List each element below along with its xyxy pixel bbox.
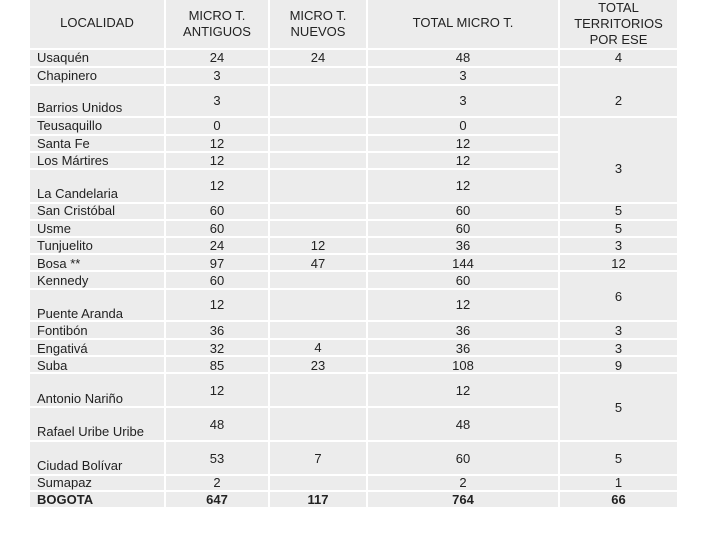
cell-antiguos: 48 <box>209 417 225 432</box>
total-label: BOGOTA <box>37 492 94 507</box>
cell-localidad: Rafael Uribe Uribe <box>37 424 144 439</box>
cell-total-micro: 0 12 12 <box>455 118 471 168</box>
cell-antiguos: 3 <box>213 93 221 108</box>
cell-localidad: Antonio Nariño <box>37 391 123 406</box>
cell-antiguos: 24 3 <box>209 50 225 83</box>
cell-territorios: 5 <box>614 400 623 415</box>
total-nuevos: 117 <box>307 492 329 507</box>
cell-territorios: 3 3 9 <box>614 323 623 373</box>
cell-total-micro: 60 60 36 144 60 <box>452 203 474 288</box>
cell-territorios: 3 <box>614 161 623 176</box>
cell-antiguos: 36 32 85 <box>209 323 225 373</box>
cell-total-micro: 48 <box>455 417 471 432</box>
cell-nuevos: 12 47 <box>310 238 326 271</box>
cell-antiguos: 12 <box>209 383 225 398</box>
cell-localidad: Puente Aranda <box>37 306 124 321</box>
cell-total-micro: 3 <box>459 93 467 108</box>
header-total-territorios: TOTAL TERRITORIOS POR ESE <box>574 0 663 47</box>
cell-antiguos: 2 <box>213 475 221 490</box>
cell-localidad: Barrios Unidos <box>37 100 123 115</box>
cell-total-micro: 60 <box>455 451 471 466</box>
header-micro-nuevos: MICRO T. NUEVOS <box>289 8 347 39</box>
header-total-micro: TOTAL MICRO T. <box>412 15 514 30</box>
cell-localidad: La Candelaria <box>37 186 118 201</box>
cell-localidad: Ciudad Bolívar <box>37 458 123 473</box>
cell-total-micro: 12 <box>455 297 471 312</box>
row-divider <box>30 116 677 118</box>
cell-nuevos: 4 23 <box>310 340 326 373</box>
total-antiguos: 647 <box>206 492 228 507</box>
total-territorios: 66 <box>611 492 626 507</box>
cell-antiguos: 53 <box>209 451 225 466</box>
cell-total-micro: 12 <box>455 178 471 193</box>
cell-nuevos: 24 <box>310 50 326 65</box>
cell-total-micro: 36 36 108 <box>452 323 474 373</box>
cell-antiguos: 0 12 12 <box>209 118 225 168</box>
cell-territorios: 6 <box>614 289 623 304</box>
total-micro: 764 <box>452 492 474 507</box>
cell-antiguos: 60 60 24 97 60 <box>209 203 225 288</box>
header-micro-antiguos: MICRO T. ANTIGUOS <box>183 8 251 39</box>
cell-antiguos: 12 <box>209 297 225 312</box>
cell-localidad: San Cristóbal Usme Tunjuelito Bosa ** Kennedy <box>37 203 116 288</box>
cell-localidad: Teusaquillo Santa Fe Los Mártires <box>37 118 109 168</box>
cell-territorios: 5 5 3 12 <box>611 203 626 271</box>
cell-localidad: Sumapaz <box>37 475 92 490</box>
cell-territorios: 4 <box>614 50 623 65</box>
cell-localidad: Usaquén Chapinero <box>37 50 97 83</box>
cell-total-micro: 48 3 <box>455 50 471 83</box>
row-divider <box>30 84 558 86</box>
cell-nuevos: 7 <box>314 451 322 466</box>
cell-territorios: 5 <box>614 451 623 466</box>
cell-antiguos: 12 <box>209 178 225 193</box>
cell-total-micro: 12 <box>455 383 471 398</box>
cell-territorios: 1 <box>614 475 623 490</box>
cell-territorios: 2 <box>614 93 623 108</box>
header-localidad: LOCALIDAD <box>60 15 134 30</box>
cell-total-micro: 2 <box>459 475 467 490</box>
cell-localidad: Fontibón Engativá Suba <box>37 323 88 373</box>
